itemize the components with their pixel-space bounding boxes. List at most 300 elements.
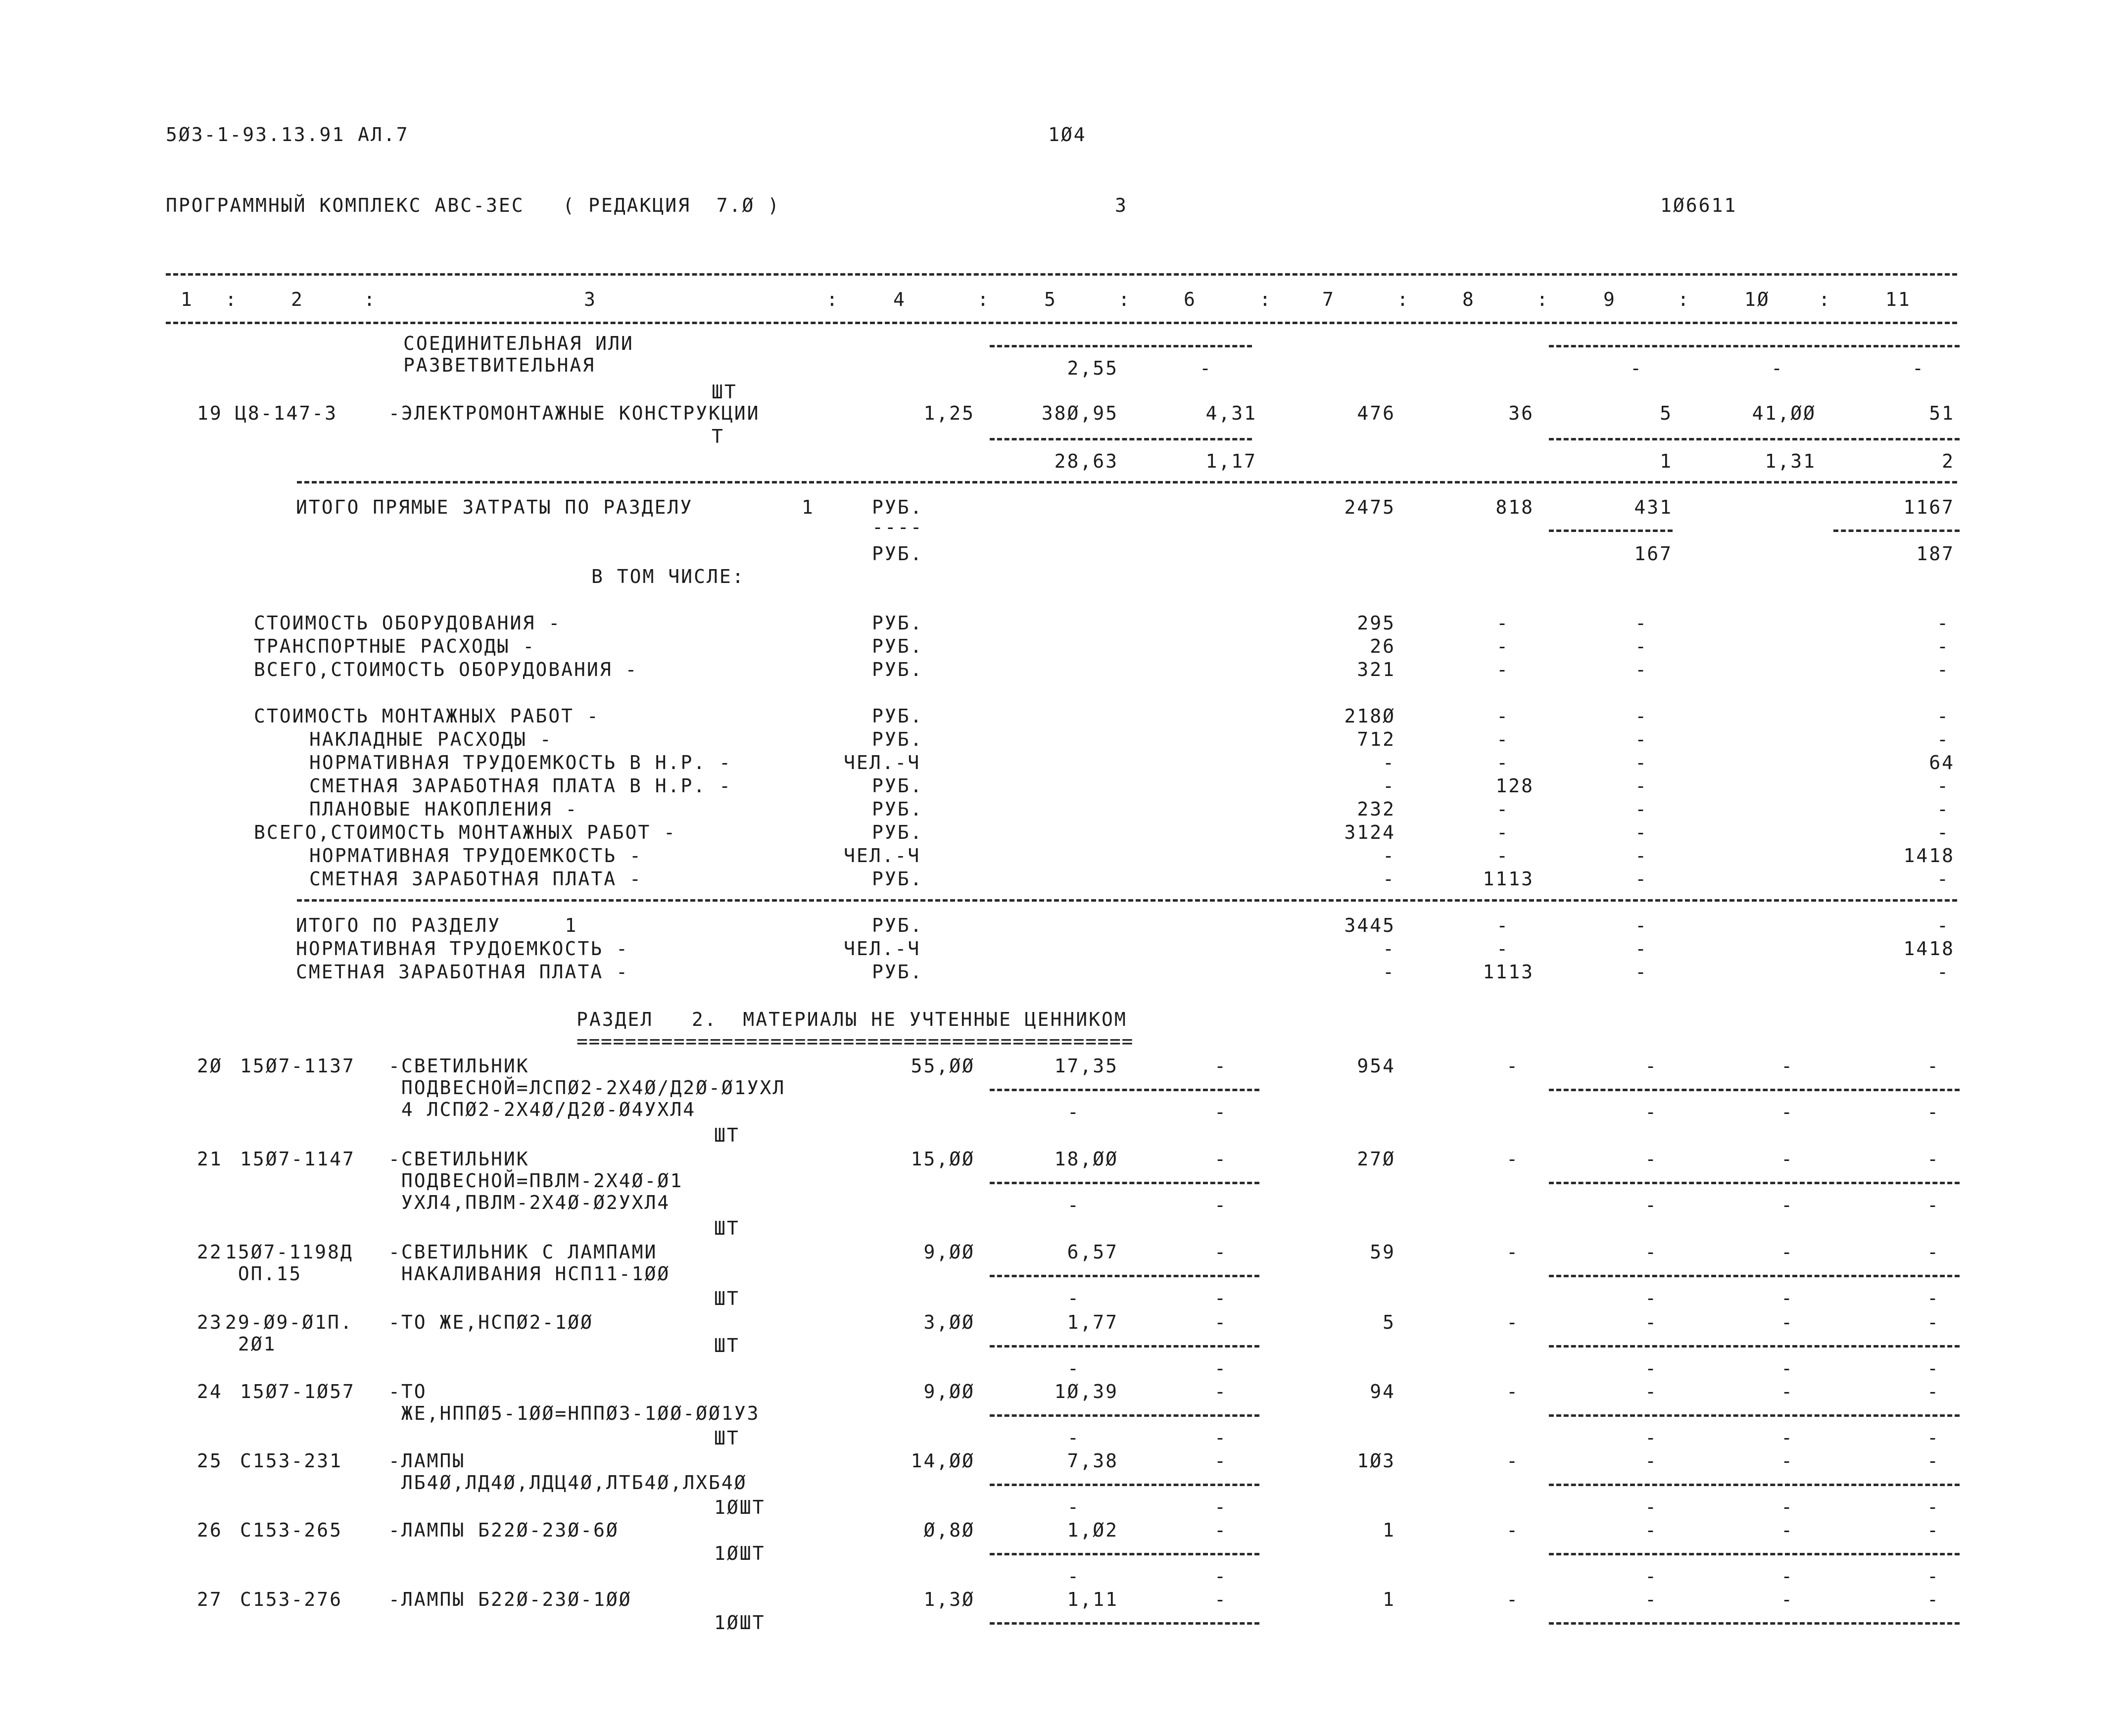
item-c11: 64 [1929, 752, 1955, 773]
section-2-title: РАЗДЕЛ 2. МАТЕРИАЛЫ НЕ УЧТЕННЫЕ ЦЕННИКОМ [576, 1009, 1127, 1030]
item-c9: - [1635, 798, 1648, 820]
cell-6-sub: - [1214, 1101, 1227, 1123]
item-unit: РУБ. [872, 821, 923, 843]
row-number: 26 [197, 1519, 223, 1541]
cell-unit: ШТ [714, 1335, 740, 1356]
cell-10: - [1771, 357, 1784, 379]
sub-rule [1549, 438, 1960, 440]
cell-9-sub: - [1645, 1565, 1658, 1587]
row-number: 22 [197, 1241, 223, 1263]
cell-10-sub: - [1781, 1357, 1794, 1379]
col-sep: : [1819, 289, 1831, 310]
cell-price: 18,ØØ [1054, 1148, 1118, 1170]
item-c7: 232 [1357, 798, 1395, 820]
col-8: 8 [1462, 289, 1475, 310]
cell-qty: 1,3Ø [923, 1589, 975, 1610]
item-unit: РУБ. [872, 775, 923, 797]
cell-10-sub: - [1781, 1287, 1794, 1309]
cell-9: - [1645, 1311, 1658, 1333]
row-number: 19 [197, 402, 223, 424]
cell-10-sub: - [1781, 1427, 1794, 1448]
cell-11: - [1927, 1311, 1940, 1333]
sub-rule [1549, 1622, 1960, 1625]
sub-rule [990, 1414, 1259, 1417]
cell-7: 5 [1383, 1311, 1395, 1333]
item-c7: 3445 [1344, 915, 1395, 936]
cell-9-sub: - [1645, 1101, 1658, 1123]
item-c9: - [1635, 915, 1648, 936]
itogo-c11: 1167 [1903, 496, 1955, 518]
cell-qty: 15,ØØ [911, 1148, 975, 1170]
cell-9-sub: - [1645, 1427, 1658, 1448]
cell-10: - [1781, 1055, 1794, 1077]
item-unit: ЧЕЛ.-Ч [844, 845, 921, 867]
item-unit: РУБ. [872, 961, 923, 983]
col-5: 5 [1044, 289, 1057, 310]
cell-price: 6,57 [1067, 1241, 1118, 1263]
item-c8: 128 [1495, 775, 1534, 797]
row-name: -ТО ЖЕ,НППØ5-1ØØ=НППØ3-1ØØ-ØØ1У3 [388, 1381, 760, 1424]
cell-9-sub: - [1645, 1496, 1658, 1518]
row-number: 27 [197, 1589, 223, 1610]
sub-rule [990, 1182, 1259, 1184]
cell-9-sub: - [1645, 1357, 1658, 1379]
item-c11: - [1937, 868, 1950, 890]
row-code: С153-231 [240, 1450, 343, 1472]
item-c7: - [1383, 868, 1395, 890]
col-1: 1 [181, 289, 193, 310]
sheet-number: 3 [1115, 194, 1128, 216]
cell-unit: ШТ [712, 381, 737, 403]
cell-10: - [1781, 1148, 1794, 1170]
col-sep: : [826, 289, 839, 310]
cell-6: - [1214, 1055, 1227, 1077]
cell-6: - [1214, 1241, 1227, 1263]
cell-11-sub: - [1927, 1496, 1940, 1518]
cell-9: - [1645, 1148, 1658, 1170]
col-4: 4 [893, 289, 906, 310]
item-c8: - [1496, 845, 1509, 867]
sub-rule [990, 1484, 1259, 1486]
sub-rule [1549, 1553, 1960, 1555]
col-sep: : [1537, 289, 1549, 310]
item-c9: - [1635, 845, 1648, 867]
item-unit: РУБ. [872, 612, 923, 634]
program-title: ПРОГРАММНЫЙ КОМПЛЕКС АВС-3ЕС ( РЕДАКЦИЯ 7.Ø ) [166, 194, 781, 216]
row-name: -СВЕТИЛЬНИК С ЛАМПАМИ НАКАЛИВАНИЯ НСП11-1ØØ [388, 1241, 671, 1285]
cell-unit: ШТ [714, 1427, 740, 1449]
cell-price: 17,35 [1054, 1055, 1118, 1077]
item-c8: - [1496, 705, 1509, 727]
cell-8: - [1506, 1450, 1519, 1472]
cell-qty: 14,ØØ [911, 1450, 975, 1472]
row-name: -СВЕТИЛЬНИК ПОДВЕСНОЙ=ПВЛМ-2Х4Ø-Ø1 УХЛ4,ПВЛМ-2Х4Ø-Ø2УХЛ4 [388, 1148, 683, 1213]
cell-11-sub: - [1927, 1287, 1940, 1309]
item-unit: РУБ. [872, 635, 923, 657]
cell-9: - [1645, 1589, 1658, 1610]
item-c11: - [1937, 635, 1950, 657]
cell-6-sub: - [1214, 1427, 1227, 1448]
item-label: ТРАНСПОРТНЫЕ РАСХОДЫ - [254, 635, 536, 657]
cell-unit: 1ØШТ [714, 1496, 766, 1518]
col-sep: : [1397, 289, 1410, 310]
cell-10-sub: - [1781, 1565, 1794, 1587]
cell-6: - [1214, 1450, 1227, 1472]
item-c11: - [1937, 798, 1950, 820]
item-unit: ЧЕЛ.-Ч [844, 938, 921, 960]
cell-price-sub: - [1067, 1427, 1080, 1448]
item-c9: - [1635, 821, 1648, 843]
cell-10: - [1781, 1311, 1794, 1333]
item-c7: 295 [1357, 612, 1395, 634]
sub-rule [990, 1622, 1259, 1625]
itogo-c9: 431 [1634, 496, 1673, 518]
cell-6: - [1214, 1519, 1227, 1541]
row-name: СОЕДИНИТЕЛЬНАЯ ИЛИ РАЗВЕТВИТЕЛЬНАЯ [403, 333, 634, 376]
item-c7: 3124 [1344, 821, 1395, 843]
sub-rule [990, 1345, 1259, 1348]
col-2: 2 [291, 289, 304, 310]
item-unit: РУБ. [872, 798, 923, 820]
cell-11: - [1927, 1381, 1940, 1402]
row-name: -ТО ЖЕ,НСПØ2-1ØØ [388, 1311, 594, 1333]
cell-7: 1 [1383, 1589, 1395, 1610]
item-c9: - [1635, 868, 1648, 890]
item-c11: - [1937, 821, 1950, 843]
item-c8: - [1496, 752, 1509, 773]
sub-rule [1549, 530, 1673, 532]
row-code: 15Ø7-1137 [240, 1055, 355, 1077]
col-sep: : [1259, 289, 1272, 310]
cell-qty: Ø,8Ø [923, 1519, 975, 1541]
cell-price: 1Ø,39 [1054, 1381, 1118, 1402]
row-code: 15Ø7-1Ø57 [240, 1381, 355, 1402]
item-c7: 26 [1370, 635, 1395, 657]
item-c8: - [1496, 915, 1509, 936]
row-name: -СВЕТИЛЬНИК ПОДВЕСНОЙ=ЛСПØ2-2Х4Ø/Д2Ø-Ø1УХЛ 4 ЛСПØ2-2Х4Ø/Д2Ø-Ø4УХЛ4 [388, 1055, 786, 1120]
cell-10-sub: 1,31 [1765, 450, 1816, 472]
row-number: 24 [197, 1381, 223, 1402]
row-name: -ЛАМПЫ ЛБ4Ø,ЛД4Ø,ЛДЦ4Ø,ЛТБ4Ø,ЛХБ4Ø [388, 1450, 747, 1494]
cell-9-sub: - [1645, 1287, 1658, 1309]
item-c9: - [1635, 659, 1648, 680]
rule-section [297, 481, 1957, 483]
cell-7: 94 [1370, 1381, 1395, 1402]
cell-price: 1,11 [1067, 1589, 1118, 1610]
col-9: 9 [1603, 289, 1616, 310]
item-label: НОРМАТИВНАЯ ТРУДОЕМКОСТЬ - [296, 938, 629, 960]
cell-price: 1,Ø2 [1067, 1519, 1118, 1541]
item-c9: - [1635, 938, 1648, 960]
item-c7: 712 [1357, 728, 1395, 750]
cell-11: - [1927, 1589, 1940, 1610]
item-unit: РУБ. [872, 705, 923, 727]
item-label: ВСЕГО,СТОИМОСТЬ МОНТАЖНЫХ РАБОТ - [254, 821, 676, 843]
item-c8: - [1496, 612, 1509, 634]
cell-10-sub: - [1781, 1194, 1794, 1216]
cell-7: 27Ø [1357, 1148, 1395, 1170]
cell-6-sub: - [1214, 1287, 1227, 1309]
sub-rule [1549, 1182, 1960, 1184]
cell-11-sub: - [1927, 1194, 1940, 1216]
cell-8: 36 [1508, 402, 1534, 424]
cell-11-sub: - [1927, 1101, 1940, 1123]
row-number: 23 [197, 1311, 223, 1333]
cell-11-sub: - [1927, 1427, 1940, 1448]
cell-6: - [1200, 357, 1212, 379]
item-unit: РУБ. [872, 868, 923, 890]
itogo-unit: РУБ. [872, 496, 923, 518]
item-c11: - [1937, 775, 1950, 797]
item-c8: - [1496, 728, 1509, 750]
item-c9: - [1635, 612, 1648, 634]
cell-6-sub: 1,17 [1205, 450, 1257, 472]
cell-7: 1Ø3 [1357, 1450, 1395, 1472]
col-6: 6 [1184, 289, 1197, 310]
cell-6: - [1214, 1381, 1227, 1402]
cell-qty: 9,ØØ [923, 1381, 975, 1402]
cell-price-sub: - [1067, 1496, 1080, 1518]
cell-11: - [1927, 1519, 1940, 1541]
col-sep: : [225, 289, 238, 310]
item-c7: 321 [1357, 659, 1395, 680]
cell-9-sub: - [1645, 1194, 1658, 1216]
row-number: 2Ø [197, 1055, 223, 1077]
cell-9: - [1645, 1381, 1658, 1402]
cell-unit: 1ØШТ [714, 1612, 766, 1634]
item-c8: - [1496, 659, 1509, 680]
cell-10-sub: - [1781, 1101, 1794, 1123]
item-label: СМЕТНАЯ ЗАРАБОТНАЯ ПЛАТА В Н.Р. - [309, 775, 732, 797]
cell-10: - [1781, 1241, 1794, 1263]
item-c11: - [1937, 915, 1950, 936]
row-name: -ЛАМПЫ Б22Ø-23Ø-6Ø [388, 1519, 619, 1541]
item-c11: - [1937, 705, 1950, 727]
itogo-unit-2: РУБ. [872, 543, 923, 565]
cell-price-sub: - [1067, 1194, 1080, 1216]
col-sep: : [1678, 289, 1690, 310]
cell-8: - [1506, 1241, 1519, 1263]
v-tom-chisle: В ТОМ ЧИСЛЕ: [591, 566, 745, 587]
cell-price: 38Ø,95 [1041, 402, 1118, 424]
cell-9-sub: 1 [1660, 450, 1673, 472]
cell-10: - [1781, 1450, 1794, 1472]
sub-rule [1549, 1484, 1960, 1486]
item-label: НОРМАТИВНАЯ ТРУДОЕМКОСТЬ - [309, 845, 642, 867]
itogo-sub-c9: 167 [1634, 543, 1673, 565]
item-c7: - [1383, 961, 1395, 983]
cell-11: - [1927, 1055, 1940, 1077]
item-c8: - [1496, 635, 1509, 657]
item-label: ПЛАНОВЫЕ НАКОПЛЕНИЯ - [309, 798, 578, 820]
cell-7: 476 [1357, 402, 1395, 424]
sub-rule [990, 1089, 1259, 1091]
item-c8: 1113 [1483, 868, 1534, 890]
cell-6: - [1214, 1311, 1227, 1333]
section-2-underline: ============================================== [576, 1030, 1134, 1052]
sub-rule [1549, 1345, 1960, 1348]
item-unit: ЧЕЛ.-Ч [844, 752, 921, 773]
cell-11-sub: - [1927, 1565, 1940, 1587]
itogo-sub-c11: 187 [1916, 543, 1955, 565]
cell-8: - [1506, 1589, 1519, 1610]
item-c7: - [1383, 845, 1395, 867]
item-label: ВСЕГО,СТОИМОСТЬ ОБОРУДОВАНИЯ - [254, 659, 638, 680]
cell-price-sub: - [1067, 1357, 1080, 1379]
cell-10: - [1781, 1519, 1794, 1541]
rule-section-total [297, 899, 1957, 902]
row-code: С153-276 [240, 1589, 343, 1610]
cell-9: - [1645, 1241, 1658, 1263]
row-code: 29-Ø9-Ø1П. 2Ø1 [225, 1311, 353, 1355]
col-10: 1Ø [1744, 289, 1770, 310]
cell-10-sub: - [1781, 1496, 1794, 1518]
cell-9: - [1645, 1519, 1658, 1541]
cell-price: 7,38 [1067, 1450, 1118, 1472]
sub-rule [1549, 1089, 1960, 1091]
item-c11: 1418 [1903, 845, 1955, 867]
cell-6-sub: - [1214, 1194, 1227, 1216]
itogo-c7: 2475 [1344, 496, 1395, 518]
sub-rule [990, 1553, 1259, 1555]
item-label: СТОИМОСТЬ ОБОРУДОВАНИЯ - [254, 612, 562, 634]
item-label: НАКЛАДНЫЕ РАСХОДЫ - [309, 728, 553, 750]
cell-price-sub: - [1067, 1565, 1080, 1587]
doc-code: 5Ø3-1-93.13.91 АЛ.7 [166, 124, 409, 145]
cell-8: - [1506, 1311, 1519, 1333]
cell-11-sub: 2 [1942, 450, 1955, 472]
cell-11: - [1927, 1450, 1940, 1472]
rule-top [166, 273, 1957, 276]
sub-rule [990, 1275, 1259, 1277]
cell-6: 4,31 [1205, 402, 1257, 424]
cell-8: - [1506, 1519, 1519, 1541]
cell-price: 1,77 [1067, 1311, 1118, 1333]
cell-11: - [1927, 1241, 1940, 1263]
item-c8: - [1496, 798, 1509, 820]
cell-7: 954 [1357, 1055, 1395, 1077]
sub-rule [1549, 1275, 1960, 1277]
page-number: 1Ø4 [1048, 124, 1087, 145]
cell-7: 59 [1370, 1241, 1395, 1263]
row-code: 15Ø7-1198Д ОП.15 [225, 1241, 353, 1285]
cell-9: - [1645, 1055, 1658, 1077]
cell-10: 41,ØØ [1752, 402, 1816, 424]
row-number: 25 [197, 1450, 223, 1472]
sub-rule [1549, 345, 1960, 347]
cell-price-sub: 28,63 [1054, 450, 1118, 472]
cell-6-sub: - [1214, 1357, 1227, 1379]
cell-qty: 3,ØØ [923, 1311, 975, 1333]
item-label: СТОИМОСТЬ МОНТАЖНЫХ РАБОТ - [254, 705, 600, 727]
cell-9: 5 [1660, 402, 1673, 424]
rule-header [166, 322, 1957, 324]
cell-unit: ШТ [714, 1217, 740, 1239]
item-c8: - [1496, 821, 1509, 843]
item-c11: 1418 [1903, 938, 1955, 960]
cell-6: - [1214, 1148, 1227, 1170]
cell-unit: Т [712, 426, 724, 447]
item-c9: - [1635, 961, 1648, 983]
cell-9: - [1645, 1450, 1658, 1472]
cell-10: - [1781, 1589, 1794, 1610]
col-sep: : [364, 289, 377, 310]
item-unit: РУБ. [872, 728, 923, 750]
sub-rule [990, 345, 1252, 347]
cell-8: - [1506, 1055, 1519, 1077]
cell-qty: 1,25 [923, 402, 975, 424]
col-11: 11 [1885, 289, 1911, 310]
item-c9: - [1635, 728, 1648, 750]
cell-price: 2,55 [1067, 357, 1118, 379]
cell-6-sub: - [1214, 1496, 1227, 1518]
cell-qty: 9,ØØ [923, 1241, 975, 1263]
item-c11: - [1937, 961, 1950, 983]
sub-rule [990, 438, 1252, 440]
row-name: -ЛАМПЫ Б22Ø-23Ø-1ØØ [388, 1589, 632, 1610]
cell-11: - [1912, 357, 1925, 379]
item-c11: - [1937, 659, 1950, 680]
cell-9: - [1630, 357, 1643, 379]
item-c7: - [1383, 752, 1395, 773]
item-c9: - [1635, 635, 1648, 657]
item-c7: 218Ø [1344, 705, 1395, 727]
item-c8: 1113 [1483, 961, 1534, 983]
itogo-c8: 818 [1495, 496, 1534, 518]
item-label: СМЕТНАЯ ЗАРАБОТНАЯ ПЛАТА - [309, 868, 642, 890]
cell-price-sub: - [1067, 1101, 1080, 1123]
item-c7: - [1383, 938, 1395, 960]
col-7: 7 [1322, 289, 1335, 310]
item-c7: - [1383, 775, 1395, 797]
row-code: 15Ø7-1147 [240, 1148, 355, 1170]
cell-price-sub: - [1067, 1287, 1080, 1309]
cell-8: - [1506, 1381, 1519, 1402]
itogo-label: ИТОГО ПРЯМЫЕ ЗАТРАТЫ ПО РАЗДЕЛУ [296, 496, 693, 518]
item-c11: - [1937, 612, 1950, 634]
row-code: Ц8-147-3 [235, 402, 338, 424]
estimate-id: 1Ø6611 [1660, 194, 1737, 216]
item-c9: - [1635, 752, 1648, 773]
cell-7: 1 [1383, 1519, 1395, 1541]
item-unit: РУБ. [872, 915, 923, 936]
item-c9: - [1635, 775, 1648, 797]
item-unit: РУБ. [872, 659, 923, 680]
item-label: ИТОГО ПО РАЗДЕЛУ 1 [296, 915, 578, 936]
item-c8: - [1496, 938, 1509, 960]
col-sep: : [1118, 289, 1131, 310]
item-c9: - [1635, 705, 1648, 727]
cell-6: - [1214, 1589, 1227, 1610]
cell-unit: ШТ [714, 1124, 740, 1146]
item-c11: - [1937, 728, 1950, 750]
item-label: НОРМАТИВНАЯ ТРУДОЕМКОСТЬ В Н.Р. - [309, 752, 732, 773]
cell-qty: 55,ØØ [911, 1055, 975, 1077]
col-3: 3 [584, 289, 597, 310]
cell-11-sub: - [1927, 1357, 1940, 1379]
cell-unit: ШТ [714, 1288, 740, 1309]
row-number: 21 [197, 1148, 223, 1170]
cell-6-sub: - [1214, 1565, 1227, 1587]
sub-rule [1549, 1414, 1960, 1417]
itogo-dash: ---- [872, 516, 923, 538]
itogo-num: 1 [802, 496, 815, 518]
cell-11: - [1927, 1148, 1940, 1170]
cell-unit: 1ØШТ [714, 1543, 766, 1564]
col-sep: : [977, 289, 990, 310]
row-code: С153-265 [240, 1519, 343, 1541]
item-label: СМЕТНАЯ ЗАРАБОТНАЯ ПЛАТА - [296, 961, 629, 983]
